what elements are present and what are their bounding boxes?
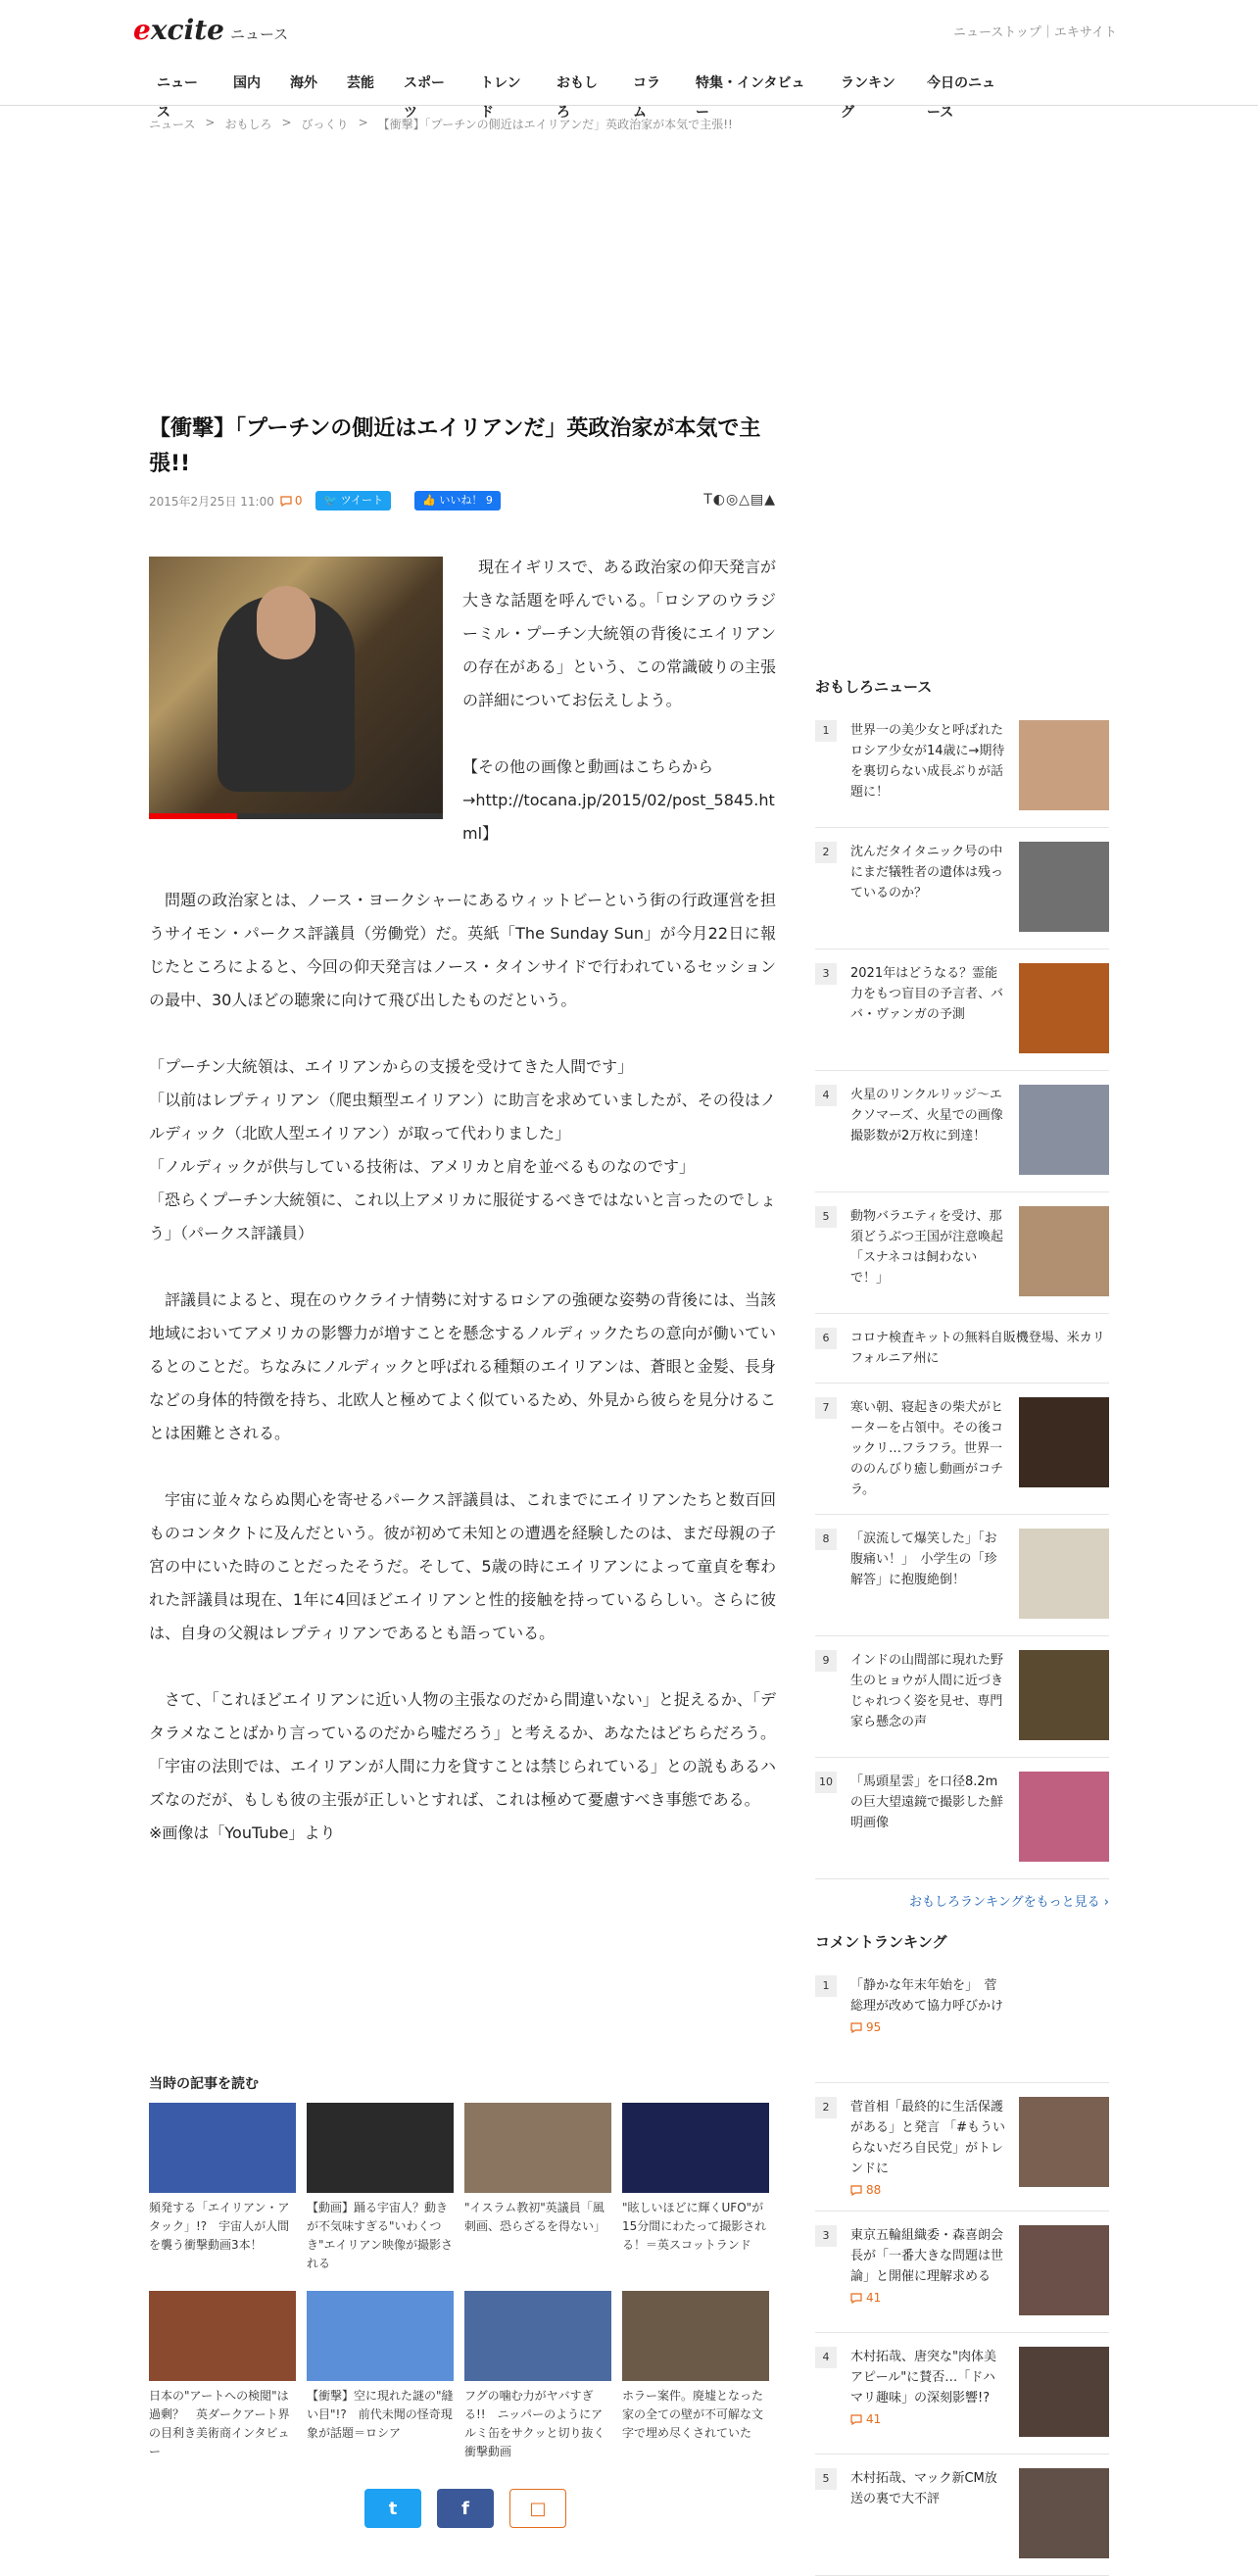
rank-thumbnail xyxy=(1019,963,1109,1053)
breadcrumb xyxy=(149,116,733,132)
source-link[interactable]: →http://tocana.jp/2015/02/post_5845.html】 xyxy=(462,791,775,843)
quote-4: 「恐らくプーチン大統領に、これ以上アメリカに服従するべきではないと言ったのでしょう」（パークス評議員） xyxy=(149,1191,776,1242)
rank-text: 東京五輪組織委・森喜朗会長が「一番大きな問題は世論」と開催に理解求める xyxy=(850,2228,1004,2284)
comment-icon xyxy=(280,496,292,507)
nav-item[interactable]: おもしろ xyxy=(556,75,598,121)
comment-ranking-item[interactable] xyxy=(815,2454,1109,2576)
like-button[interactable]: 👍 いいね！ 9 xyxy=(414,491,501,510)
paragraph-3: 問題の政治家とは、ノース・ヨークシャーにあるウィットビーという街の行政運営を担うサイモン・パークス評議員（労働党）だ。英紙「The Sunday Sun」が今月22日に報じたところによると、今回の仰天発言はノース・タインサイドで行われているセッションの最中、30人ほどの聴衆に向けて飛び出したものだという。 xyxy=(149,891,776,1009)
related-card[interactable] xyxy=(622,2103,769,2273)
comment-ranking-item[interactable] xyxy=(815,2333,1109,2454)
related-card[interactable] xyxy=(464,2103,611,2273)
related-thumbnail xyxy=(149,2291,296,2381)
ranking-item[interactable] xyxy=(815,1384,1109,1515)
twitter-icon: t xyxy=(388,2498,398,2519)
header-links[interactable]: ニューストップ｜エキサイト xyxy=(952,25,1117,40)
nav-item[interactable]: コラム xyxy=(633,75,660,121)
rank-text: 寒い朝、寝起きの柴犬がヒーターを占領中。その後コックリ…フラフラ。世界一ののんびり癒し動画がコチラ。 xyxy=(850,1400,1004,1497)
rank-number: 2 xyxy=(815,2097,837,2118)
rank-number: 7 xyxy=(815,1397,837,1419)
facebook-icon: f xyxy=(461,2498,469,2519)
comment-ranking-title: コメントランキング xyxy=(815,1933,947,1951)
rank-number: 3 xyxy=(815,963,837,985)
comment-count xyxy=(850,2183,1007,2197)
omoshiro-more-link[interactable]: おもしろランキングをもっと見る › xyxy=(909,1895,1109,1910)
rank-content xyxy=(850,2468,1007,2561)
related-thumbnail xyxy=(622,2103,769,2193)
rank-number: 8 xyxy=(815,1529,837,1550)
rank-number: 9 xyxy=(815,1650,837,1672)
breadcrumb-separator: > xyxy=(205,116,216,129)
logo-sub: ニュース xyxy=(229,24,289,43)
ranking-item[interactable] xyxy=(815,949,1109,1071)
nav-item[interactable]: 海外 xyxy=(290,75,317,91)
rank-thumbnail xyxy=(1019,2468,1109,2558)
rank-content xyxy=(850,2225,1007,2318)
quotes-block xyxy=(149,1050,776,1250)
rank-thumbnail xyxy=(1019,1206,1109,1296)
rank-number: 3 xyxy=(815,2225,837,2247)
rank-thumbnail xyxy=(1019,720,1109,810)
comment-icon xyxy=(850,2185,862,2196)
nav-item[interactable]: ニュース xyxy=(157,75,198,121)
nav-item[interactable]: 芸能 xyxy=(347,75,374,91)
related-card[interactable] xyxy=(307,2103,454,2273)
bottom-share xyxy=(364,2489,566,2528)
related-thumbnail xyxy=(307,2103,454,2193)
rank-text: 「静かな年末年始を」 菅総理が改めて協力呼びかけ xyxy=(850,1978,1004,2014)
rank-text: インドの山間部に現れた野生のヒョウが人間に近づきじゃれつく姿を見せ、専門家ら懸念の声 xyxy=(850,1653,1004,1729)
breadcrumb-item[interactable]: 【衝撃】「プーチンの側近はエイリアンだ」英政治家が本気で主張!! xyxy=(377,118,733,131)
paragraph-6: さて、「これほどエイリアンに近い人物の主張なのだから間違いない」と捉えるか、「デタラメなことばかり言っているのだから嘘だろう」と考えるか、あなたはどちらだろう。「宇宙の法則では、エイリアンが人間に力を貸すことは禁じられている」との説もあるハズなのだが、もしも彼の主張が正しいとすれば、これは極めて憂慮すべき事態である。 xyxy=(149,1690,776,1809)
rank-text: 沈んだタイタニック号の中にまだ犠牲者の遺体は残っているのか？ xyxy=(850,845,1004,900)
nav-item[interactable]: スポーツ xyxy=(404,75,445,121)
related-text: 頻発する「エイリアン・アタック」!? 宇宙人が人間を襲う衝撃動画3本！ xyxy=(149,2201,290,2252)
breadcrumb-item[interactable]: おもしろ xyxy=(224,118,272,131)
rank-thumbnail xyxy=(1019,1529,1109,1619)
rank-thumbnail xyxy=(1019,2347,1109,2437)
rank-thumbnail xyxy=(1019,1085,1109,1175)
rank-number: 1 xyxy=(815,1975,837,1997)
ranking-item[interactable] xyxy=(815,1192,1109,1314)
comment-icon xyxy=(850,2022,862,2033)
breadcrumb-separator: > xyxy=(281,116,292,129)
comment-ranking-list xyxy=(815,1962,1109,2576)
ranking-item[interactable] xyxy=(815,1758,1109,1879)
logo-text: excite xyxy=(133,13,224,46)
comment-count xyxy=(850,2291,1007,2305)
twitter-share-button[interactable] xyxy=(364,2489,421,2528)
paragraph-5: 宇宙に並々ならぬ関心を寄せるパークス評議員は、これまでにエイリアンたちと数百回ものコンタクトに及んだという。彼が初めて未知との遭遇を経験したのは、まだ母親の子宮の中にいた時のことだったそうだ。そして、5歳の時にエイリアンによって童貞を奪われた評議員は現在、1年に4回ほどエイリアンと性的接触を持っているらしい。さらに彼は、自身の父親はレプティリアンであるとも語っている。 xyxy=(149,1490,776,1642)
comment-count-value: 95 xyxy=(866,2020,882,2034)
rank-text: 「馬頭星雲」を口径8.2mの巨大望遠鏡で撮影した鮮明画像 xyxy=(850,1774,1004,1830)
rank-text: 2021年はどうなる？霊能力をもつ盲目の予言者、ババ・ヴァンガの予測 xyxy=(850,966,1004,1022)
comment-icon xyxy=(850,2414,862,2425)
rank-thumbnail xyxy=(1019,1650,1109,1740)
related-text: フグの噛む力がヤバすぎる!! ニッパーのようにアルミ缶をサクッと切り抜く衝撃動画 xyxy=(464,2389,605,2458)
rank-number: 6 xyxy=(815,1328,837,1349)
related-text: ホラー案件。廃墟となった家の全ての壁が不可解な文字で埋め尽くされていた xyxy=(622,2389,764,2440)
comment-count-value: 41 xyxy=(866,2412,882,2426)
tweet-button[interactable]: 🐦 ツイート xyxy=(315,491,391,510)
related-text: 日本の"アートへの検閲"は過剰？ 英ダークアート界の目利き美術商インタビュー xyxy=(149,2389,290,2458)
article-title: 【衝撃】「プーチンの側近はエイリアンだ」英政治家が本気で主張!! xyxy=(149,416,761,476)
comment-icon xyxy=(850,2293,862,2304)
rank-text: 菅首相「最終的に生活保護がある」と発言 「#もういらないだろ自民党」がトレンドに xyxy=(850,2100,1006,2176)
ranking-item[interactable] xyxy=(815,828,1109,949)
comment-count xyxy=(850,2020,1007,2034)
paragraph-4: 評議員によると、現在のウクライナ情勢に対するロシアの強硬な姿勢の背後には、当該地域においてアメリカの影響力が増すことを懸念するノルディックたちの意向が働いているとのことだ。ちなみにノルディックと呼ばれる種類のエイリアンは、蒼眼と金髪、長身などの身体的特徴を持ち、北欧人と極めてよく似ているため、外見から彼らを見分けることは困難とされる。 xyxy=(149,1290,776,1442)
share-icons[interactable]: T◐◎△▤▲ xyxy=(703,492,776,508)
rank-thumbnail xyxy=(1019,1397,1109,1487)
ranking-item[interactable] xyxy=(815,1314,1109,1384)
related-thumbnail xyxy=(149,2103,296,2193)
rank-text: 火星のリンクルリッジ～エクソマーズ、火星での画像撮影数が2万枚に到達！ xyxy=(850,1088,1003,1143)
related-text: "イスラム教初"英議員「風刺画、恐らざるを得ない」 xyxy=(464,2201,606,2233)
ranking-item[interactable] xyxy=(815,1515,1109,1636)
rank-thumbnail xyxy=(1019,2097,1109,2187)
omoshiro-title: おもしろニュース xyxy=(815,678,933,696)
excite-logo[interactable] xyxy=(133,10,288,49)
omoshiro-list xyxy=(815,706,1109,1879)
rank-number: 5 xyxy=(815,2468,837,2490)
rank-number: 5 xyxy=(815,1206,837,1228)
related-grid xyxy=(149,2103,776,2461)
rank-text: コロナ検査キットの無料自販機登場、米カリフォルニア州に xyxy=(850,1331,1105,1366)
related-card[interactable] xyxy=(149,2291,296,2461)
comment-count[interactable]: 0 xyxy=(280,494,303,508)
related-card[interactable] xyxy=(149,2103,296,2273)
comment-count-value: 41 xyxy=(866,2291,882,2305)
sidebar xyxy=(815,676,1109,2576)
rank-content xyxy=(850,1975,1007,2068)
breadcrumb-item[interactable]: びっくり xyxy=(301,118,349,131)
article-video-thumbnail[interactable] xyxy=(149,557,443,819)
person-face xyxy=(257,586,315,659)
related-card[interactable] xyxy=(307,2291,454,2461)
rank-content xyxy=(850,2347,1007,2440)
quote-2: 「以前はレプティリアン（爬虫類型エイリアン）に助言を求めていましたが、その役はノルディック（北欧人型エイリアン）が取って代わりました」 xyxy=(149,1091,776,1142)
main-nav xyxy=(133,69,1001,121)
breadcrumb-separator: > xyxy=(358,116,368,129)
nav-item[interactable]: 今日のニュース xyxy=(927,75,995,121)
rank-thumbnail xyxy=(1019,842,1109,932)
ranking-item[interactable] xyxy=(815,1636,1109,1758)
rank-number: 4 xyxy=(815,1085,837,1106)
related-text: 【衝撃】空に現れた謎の"縫い目"!? 前代未聞の怪奇現象が話題＝ロシア xyxy=(307,2389,454,2440)
comment-icon: □ xyxy=(529,2498,547,2519)
facebook-share-button[interactable] xyxy=(437,2489,494,2528)
related-thumbnail xyxy=(307,2291,454,2381)
breadcrumb-item[interactable]: ニュース xyxy=(149,118,196,131)
comment-count-value: 88 xyxy=(866,2183,882,2197)
comment-ranking-item[interactable] xyxy=(815,2211,1109,2333)
rank-thumbnail xyxy=(1019,1772,1109,1862)
rank-text: 動物バラエティを受け、那須どうぶつ王国が注意喚起 「スナネコは飼わないで！」 xyxy=(850,1209,1004,1286)
comment-share-button[interactable] xyxy=(509,2489,566,2528)
ranking-item[interactable] xyxy=(815,706,1109,828)
rank-text: 世界一の美少女と呼ばれたロシア少女が14歳に→期待を裏切らない成長ぶりが話題に！ xyxy=(850,723,1005,800)
quote-1: 「プーチン大統領は、エイリアンからの支援を受けてきた人間です」 xyxy=(149,1057,634,1076)
site-header xyxy=(0,0,1258,121)
article-date: 2015年2月25日 11:00 xyxy=(149,494,274,509)
nav-item[interactable]: ランキング xyxy=(841,75,895,121)
rank-number: 10 xyxy=(815,1772,837,1793)
article-body xyxy=(149,551,776,1850)
related-text: 【動画】踊る宇宙人？動きが不気味すぎる"いわくつき"エイリアン映像が撮影される xyxy=(307,2201,454,2270)
related-thumbnail xyxy=(464,2291,611,2381)
article-meta xyxy=(149,490,776,511)
paragraph-1: 現在イギリスで、ある政治家の仰天発言が大きな話題を呼んでいる。「ロシアのウラジーミル・プーチン大統領の背後にエイリアンの存在がある」という、この常識破りの主張の詳細についてお伝えしよう。 xyxy=(462,558,777,709)
article xyxy=(149,412,776,1883)
related-thumbnail xyxy=(622,2291,769,2381)
related-card[interactable] xyxy=(622,2291,769,2461)
image-credit: ※画像は「YouTube」より xyxy=(149,1823,336,1842)
comment-ranking-item[interactable] xyxy=(815,2083,1109,2211)
related-card[interactable] xyxy=(464,2291,611,2461)
comment-ranking-item[interactable] xyxy=(815,1962,1109,2083)
rank-text: 木村拓哉、マック新CM放送の裏で大不評 xyxy=(850,2471,997,2506)
quote-3: 「ノルディックが供与している技術は、アメリカと肩を並べるものなのです」 xyxy=(149,1157,695,1176)
nav-item[interactable]: 国内 xyxy=(233,75,261,91)
related-title: 当時の記事を読む xyxy=(149,2076,259,2092)
ranking-item[interactable] xyxy=(815,1071,1109,1192)
rank-number: 1 xyxy=(815,720,837,742)
nav-item[interactable]: トレンド xyxy=(480,75,521,121)
comment-count xyxy=(850,2412,1007,2426)
rank-text: 木村拓哉、唐突な"肉体美アピール"に賛否…「ドハマリ趣味」の深刻影響!? xyxy=(850,2350,996,2406)
rank-thumbnail xyxy=(1019,2225,1109,2315)
rank-content xyxy=(850,2097,1007,2197)
nav-item[interactable]: 特集・インタビュー xyxy=(696,75,805,121)
rank-number: 4 xyxy=(815,2347,837,2368)
paragraph-2: 【その他の画像と動画はこちらから →http://tocana.jp/2015/02/post_5845.html】 xyxy=(462,757,775,843)
rank-number: 2 xyxy=(815,842,837,863)
video-progress-fill xyxy=(149,813,237,819)
related-thumbnail xyxy=(464,2103,611,2193)
related-text: "眩しいほどに輝くUFO"が15分間にわたって撮影される！＝英スコットランド xyxy=(622,2201,767,2252)
rank-text: 「涙流して爆笑した」「お腹痛い！」 小学生の「珍解答」に抱腹絶倒！ xyxy=(850,1531,997,1587)
